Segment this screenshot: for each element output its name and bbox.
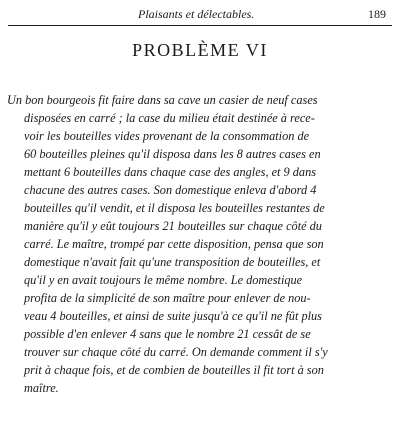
running-title: Plaisants et délectables. xyxy=(138,7,255,21)
text-line: profita de la simplicité de son maître pour enlever de nou- xyxy=(24,291,311,305)
text-line: domestique n'avait fait qu'une transposition de bouteilles, et xyxy=(24,255,321,269)
text-line: 60 bouteilles pleines qu'il disposa dans les 8 autres cases en xyxy=(24,147,321,161)
running-header xyxy=(8,3,392,26)
text-line: manière qu'il y eût toujours 21 bouteilles sur chaque côté du xyxy=(24,219,322,233)
text-line: voir les bouteilles vides provenant de la consommation de xyxy=(24,129,310,143)
text-line: disposées en carré ; la case du milieu était destinée à rece- xyxy=(24,111,315,125)
text-line: carré. Le maître, trompé par cette disposition, pensa que son xyxy=(24,237,324,251)
text-line: prit à chaque fois, et de combien de bouteilles il fit tort à son xyxy=(24,363,324,377)
text-line: Un bon bourgeois fit faire dans sa cave un casier de neuf cases xyxy=(7,93,318,107)
page-number: 189 xyxy=(368,7,386,21)
text-line: possible d'en enlever 4 sans que le nombre 21 cessât de se xyxy=(24,327,311,341)
text-line: maître. xyxy=(24,381,59,395)
text-line: trouver sur chaque côté du carré. On demande comment il s'y xyxy=(24,345,328,359)
text-line: bouteilles qu'il vendit, et il disposa les bouteilles restantes de xyxy=(24,201,325,215)
text-line: chacune des autres cases. Son domestique enleva d'abord 4 xyxy=(24,183,317,197)
text-line: veau 4 bouteilles, et ainsi de suite jusqu'à ce qu'il ne fût plus xyxy=(24,309,322,323)
text-line: qu'il y en avait toujours le même nombre. Le domestique xyxy=(24,273,303,287)
text-line: mettant 6 bouteilles dans chaque case des angles, et 9 dans xyxy=(24,165,317,179)
problem-heading: PROBLÈME VI xyxy=(132,40,268,60)
